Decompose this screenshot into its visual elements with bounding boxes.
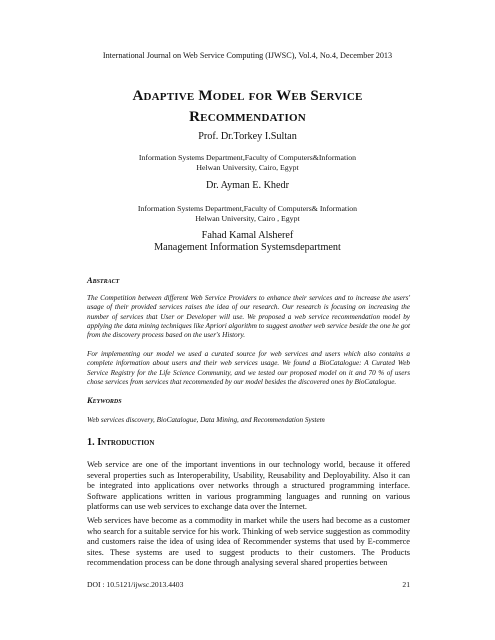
- author-affiliation-2b: Helwan University, Cairo , Egypt: [195, 214, 300, 223]
- author-affiliation-1b: Helwan University, Cairo, Egypt: [196, 163, 299, 172]
- doi-footer: DOI : 10.5121/ijwsc.2013.4403: [87, 580, 184, 589]
- author-name-3: Fahad Kamal Alsheref: [201, 230, 294, 241]
- keywords-heading: Keywords: [87, 396, 122, 405]
- author-name-2: Dr. Ayman E. Khedr: [205, 180, 290, 191]
- abstract-heading: Abstract: [87, 276, 120, 285]
- author-affiliation-2a: Information Systems Department,Faculty of Computers& Information: [137, 204, 358, 213]
- introduction-paragraph-2: Web services have become as a commodity in market while the users had become as a customer who search for a suitable service for his work. Thinking of web service suggestion as commodity and customers raise the idea of using idea of Recommender systems that used by E-commerce sites. These systems are used to suggest products to their customers. The Products recommendation process can be done through analysing several shared properties between: [87, 516, 410, 568]
- abstract-paragraph-1: The Competition between different Web Service Providers to enhance their services and to increase the users' usage of their provided services raises the idea of our research. Our research is focusing on increasing the number of services that User or Developer will use. We proposed a web service recommendation model by applying the data mining techniques like Apriori algorithm to suggest another web service beside the one he got from the discovery process based on the user's History.: [87, 294, 410, 340]
- introduction-heading: 1. Introduction: [87, 437, 155, 448]
- journal-header: International Journal on Web Service Computing (IJWSC), Vol.4, No.4, December 2013: [102, 51, 393, 60]
- keywords-text: Web services discovery, BioCatalogue, Data Mining, and Recommendation System: [87, 416, 325, 424]
- page-number: 21: [402, 580, 410, 589]
- author-affiliation-1a: Information Systems Department,Faculty of Computers&Information: [138, 153, 357, 162]
- author-name-1: Prof. Dr.Torkey I.Sultan: [198, 131, 297, 142]
- title-line-2: Recommendation: [189, 109, 306, 125]
- abstract-paragraph-2: For implementing our model we used a curated source for web services and users which also contains a complete information about users and their web services usage. We found a BioCatalogue: A Curated Web Service Registry for the Life Science Community, and we tested our proposed model on it and 70 % of users chose services from services that recommended by our model besides the discovered ones by BioCatalogue.: [87, 350, 410, 386]
- paper-title: [60, 86, 435, 128]
- author-affiliation-3: Management Information Systemsdepartment: [154, 242, 341, 253]
- introduction-paragraph-1: Web service are one of the important inventions in our technology world, because it offered several properties such as Interoperability, Usability, Reusability and Deployability. Also it can be integrated into applications over networks through a structured programming interface. Software applications written in various programming languages and running on various platforms can use web services to exchange data over the Internet.: [87, 460, 410, 512]
- title-line-1: Adaptive Model for Web Service: [132, 88, 363, 104]
